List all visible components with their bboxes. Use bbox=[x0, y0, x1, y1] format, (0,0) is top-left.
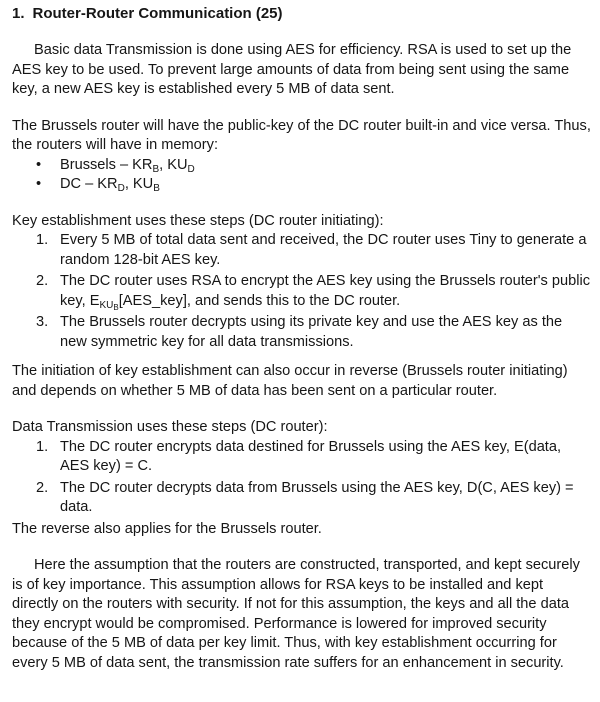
key-establishment-intro: Key establishment uses these steps (DC router initiating): bbox=[12, 212, 384, 229]
section-title-text: Router-Router Communication (25) bbox=[32, 5, 283, 22]
assumption-paragraph: Here the assumption that the routers are constructed, transported, and kept securely is of key importance. This assumption allows for RSA keys to be installed and kept directly on the routers with security. If not for this assumption, the keys and all the data they encrypt would be compromised. Performance is lowered for improved security because of the 5 MB of data per key limit. Thus, with key establishment occurring for every 5 MB of data sent, the transmission rate suffers for an enhancement in security. bbox=[12, 557, 580, 671]
data-transmission-steps bbox=[12, 438, 592, 518]
document-page bbox=[12, 4, 592, 673]
memory-paragraph: The Brussels router will have the public-key of the DC router built-in and vice versa. Thus, the routers will have in memory: bbox=[12, 117, 591, 153]
section-title bbox=[12, 4, 592, 24]
memory-item-brussels: • Brussels – $KR_B$, $KU_D$ bbox=[36, 156, 592, 176]
data-step-2: 2. The DC router decrypts data from Brussels using the AES key, D(C, AES key) = data. bbox=[36, 479, 574, 515]
reverse-note: The reverse also applies for the Brussels router. bbox=[12, 520, 322, 537]
key-establishment-steps bbox=[12, 231, 592, 352]
memory-item-dc: • DC – $KR_D$, $KU_B$ bbox=[36, 175, 592, 195]
section-number: 1. bbox=[12, 5, 25, 22]
key-step-1: 1. Every 5 MB of total data sent and received, the DC router uses Tiny to generate a random 128-bit AES key. bbox=[36, 232, 587, 268]
data-transmission-intro: Data Transmission uses these steps (DC router): bbox=[12, 419, 328, 435]
key-step-2: 2. The DC router uses RSA to encrypt the AES key using the Brussels router's public key, $E_{KU_B}[AES\_key]$, and sends this to the DC router. bbox=[36, 273, 591, 312]
data-step-1: 1. The DC router encrypts data destined for Brussels using the AES key, E(data, AES key) = C. bbox=[36, 438, 562, 474]
memory-list bbox=[12, 156, 592, 195]
key-step-3: 3. The Brussels router decrypts using its private key and use the AES key as the new symmetric key for all data transmissions. bbox=[36, 314, 563, 350]
intro-paragraph: Basic data Transmission is done using AES for efficiency. RSA is used to set up the AES key to be used. To prevent large amounts of data from being sent using the same key, a new AES key is established every 5 MB of data sent. bbox=[12, 42, 572, 97]
reverse-initiation-paragraph: The initiation of key establishment can also occur in reverse (Brussels router initiating) and depends on whether 5 MB of data has been sent on a particular router. bbox=[12, 363, 568, 399]
